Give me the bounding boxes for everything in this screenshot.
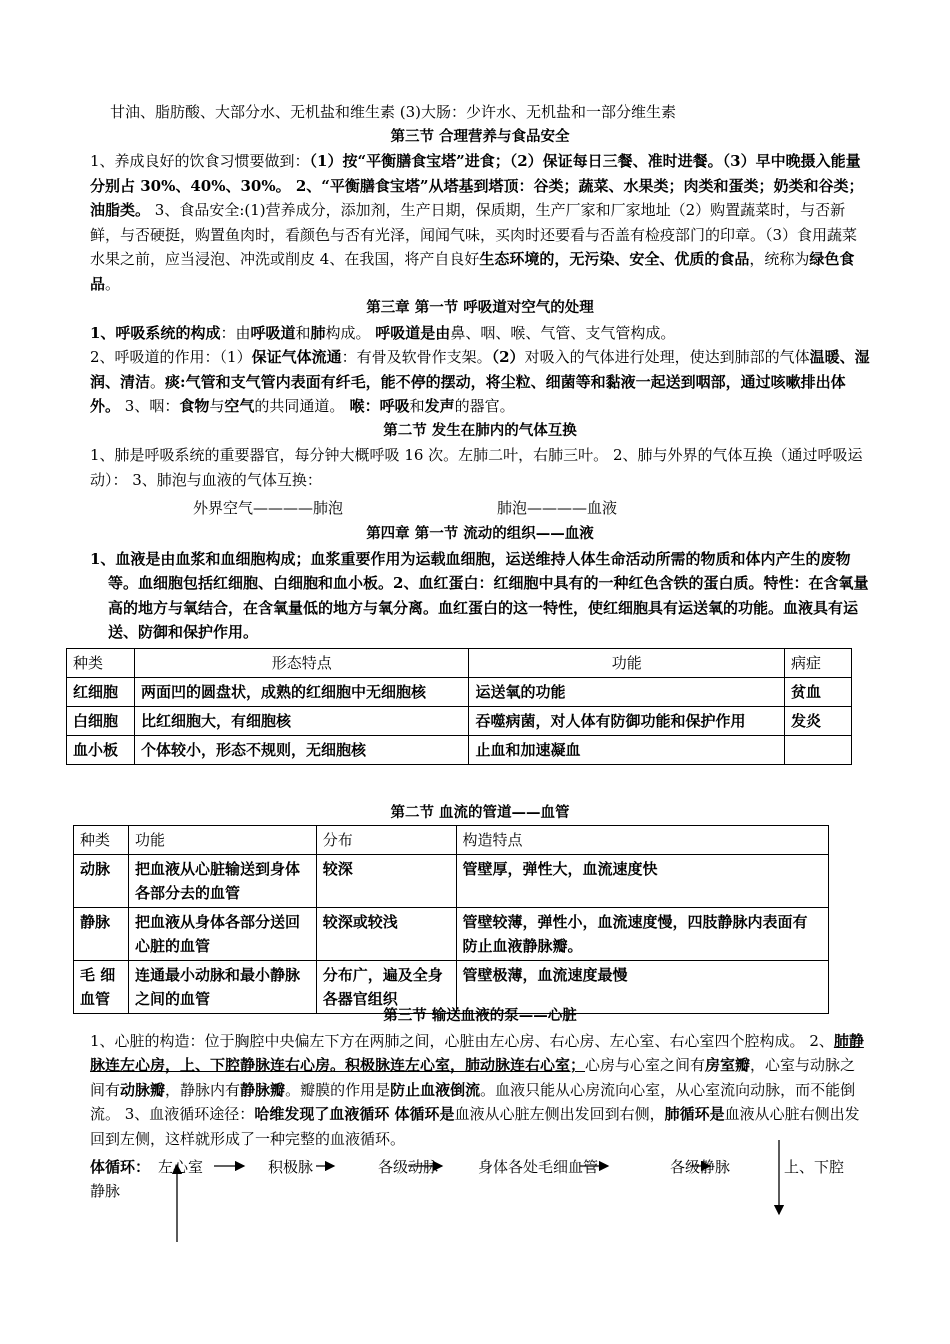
table-cell: 比红细胞大，有细胞核 [134, 707, 469, 736]
heading-chapter4-section2: 第二节 血流的管道——血管 [390, 805, 570, 821]
text: ：有骨及软骨作支架。 [341, 348, 492, 366]
text: （2） [491, 348, 525, 366]
table-header: 分布 [316, 826, 456, 855]
text: 防止血液倒流 [390, 1080, 481, 1099]
table-cell: 把血液从心脏输送到身体各部分去的血管 [128, 855, 316, 908]
text: 绿色食品 [90, 250, 855, 293]
text: ，静脉内有 [165, 1080, 241, 1099]
text: 的共同通道。 [254, 397, 345, 415]
text: 喉：呼吸 [344, 397, 410, 415]
table-cell: 管壁厚，弹性大，血流速度快 [456, 855, 828, 908]
cycle-node: 左心室 [158, 1158, 204, 1176]
text: 哈维发现了血液循环 体循环是 [254, 1105, 455, 1123]
text: 发声 [424, 397, 455, 415]
text: 肺循环是 [664, 1105, 725, 1123]
text: 呼吸道 [250, 323, 296, 342]
table-cell: 动脉 [74, 855, 129, 908]
heading-chapter4-section3: 第三节 输送血液的泵——心脏 [383, 1008, 577, 1024]
text: 空气 [224, 397, 255, 415]
table-cell: 白细胞 [67, 707, 135, 736]
text: 生态环境的，无污染、安全、优质的食品 [479, 250, 750, 268]
table-header: 形态特点 [134, 649, 469, 678]
text: 3、咽： [120, 397, 180, 415]
table-cell: 血小板 [67, 736, 135, 765]
text: 对吸入的气体进行处理，使达到肺部的气体 [524, 348, 810, 366]
table-cell: 发炎 [785, 707, 852, 736]
table-cell: 较深或较浅 [316, 908, 456, 961]
heading-chapter3-section2: 第二节 发生在肺内的气体互换 [383, 422, 577, 439]
text: 鼻、咽、喉、气管、支气管构成。 [450, 323, 676, 342]
text: 3、食品安全:(1)营养成分，添加剂，生产日期，保质期，生产厂家和厂家地址（2）购置蔬菜时，与否新鲜，与否硬挺，购置鱼肉时，看颜色与否有光泽，闻闻气味，买肉时还要看与否盖有检疫部门的印章。（3）食用蔬菜水果之前，应当浸泡、冲洗或削皮 4、在我国，将产自良好 [90, 201, 858, 268]
text: 2、“平衡膳食宝塔”从塔基到塔顶：谷类；蔬菜、水果类；肉类和蛋类；奶类和谷类；油脂类。 [90, 176, 864, 219]
text: 呼吸道是由 [375, 323, 451, 342]
table-cell: 两面凹的圆盘状，成熟的红细胞中无细胞核 [134, 678, 469, 707]
flow-air-alveoli: 外界空气————肺泡 [193, 499, 344, 517]
text: 的器官。 [454, 397, 515, 415]
table-cell: 止血和加速凝血 [469, 736, 785, 765]
text: 血液从心脏右侧出发回到左侧，这样就形成了一种完整的血液循环。 [90, 1105, 860, 1148]
text: 。血液只能从心房流向心室，从心室流向动脉，而不能倒流。 3、血液循环途径： [90, 1080, 856, 1123]
table-cell: 毛 细血管 [74, 961, 129, 1014]
text: 肺 [310, 323, 326, 342]
text: 1、养成良好的饮食习惯要做到： [90, 152, 310, 170]
heading-section3: 第三节 合理营养与食品安全 [390, 128, 570, 145]
cycle-node: 上、下腔 [784, 1158, 845, 1176]
text: 房室瓣 [705, 1056, 751, 1074]
text: 2、呼吸道的作用：（1） [90, 348, 252, 366]
text: 1、心脏的构造：位于胸腔中央偏左下方在两肺之间，心脏由左心房、右心房、左心室、右心室四个腔构成。 2、 [90, 1031, 834, 1050]
text: ，心室与动脉之间有 [90, 1056, 856, 1099]
text: 心房与心室之间有 [585, 1056, 706, 1074]
table-cell: 红细胞 [67, 678, 135, 707]
para-gas-exchange: 1、肺是呼吸系统的重要器官，每分钟大概呼吸 16 次。左肺二叶，右肺三叶。 2、肺与外界的气体互换（通过呼吸运动）： 3、肺泡与血液的气体互换： [90, 446, 863, 489]
text: 和 [409, 397, 425, 415]
text: 。 [150, 372, 166, 391]
text: 。 [105, 274, 121, 293]
table-cell: 管壁较薄，弹性小，血流速度慢，四肢静脉内表面有防止血液静脉瓣。 [456, 908, 828, 961]
text: 静脉瓣 [240, 1080, 286, 1099]
text: 和 [295, 323, 311, 342]
text: ，统称为 [749, 250, 810, 268]
table-cell: 静脉 [74, 908, 129, 961]
table-header: 功能 [128, 826, 316, 855]
cycle-node: 各级动脉 [378, 1158, 439, 1176]
cycle-node: 静脉 [90, 1182, 121, 1200]
table-cell: 贫血 [785, 678, 852, 707]
text: ：由 [220, 323, 251, 342]
table-cell: 运送氧的功能 [469, 678, 785, 707]
text: 肺静脉连左心房，上、下腔静脉连右心房。积极脉连左心室，肺动脉连右心室； [90, 1031, 864, 1074]
text: 温暖、湿润、清洁 [90, 348, 870, 391]
flow-alveoli-blood: 肺泡————血液 [497, 499, 618, 517]
cycle-label: 体循环： [90, 1158, 151, 1176]
table-cell: 连通最小动脉和最小静脉之间的血管 [128, 961, 316, 1014]
cycle-node: 各级静脉 [670, 1158, 731, 1176]
heading-chapter4: 第四章 第一节 流动的组织——血液 [366, 526, 594, 542]
text: 食物 [179, 397, 210, 415]
text: 血液从心脏左侧出发回到右侧， [454, 1105, 665, 1123]
table-cell: 个体较小，形态不规则，无细胞核 [134, 736, 469, 765]
text: 保证气体流通 [251, 348, 342, 366]
text: （1）按“平衡膳食宝塔”进食；（2）保证每日三餐、准时进餐。（3）早中晚摄入能量分别占 30%、40%、30%。 [90, 152, 861, 195]
text: 1、呼吸系统的构成 [90, 323, 221, 342]
text: 动脉瓣 [120, 1080, 166, 1099]
text: 构成。 [325, 323, 376, 342]
table-header: 种类 [74, 826, 129, 855]
table-cell: 分布广，遍及全身各器官组织 [316, 961, 456, 1014]
para-blood: 1、血液是由血浆和血细胞构成；血浆重要作用为运载血细胞，运送维持人体生命活动所需的物质和体内产生的废物等。血细胞包括红细胞、白细胞和血小板。2、血红蛋白：红细胞中具有的一种红色含铁的蛋白质。特性：在含氧量高的地方与氧结合，在含氧量低的地方与氧分离。血红蛋白的这一特性，使红细胞具有运送氧的功能。血液具有运送、防御和保护作用。 [90, 549, 869, 641]
table-header: 功能 [469, 649, 785, 678]
cycle-node: 积极脉 [268, 1158, 314, 1176]
text: 与 [209, 397, 225, 415]
text: 。瓣膜的作用是 [285, 1080, 391, 1099]
line-digestion: 甘油、脂肪酸、大部分水、无机盐和维生素 (3)大肠：少许水、无机盐和一部分维生素 [110, 103, 677, 121]
table-cell: 较深 [316, 855, 456, 908]
heading-chapter3: 第三章 第一节 呼吸道对空气的处理 [366, 300, 594, 316]
table-header: 病症 [785, 649, 852, 678]
text: 痰:气管和支气管内表面有纤毛，能不停的摆动，将尘粒、细菌等和黏液一起送到咽部，通过咳嗽排出体外。 [90, 372, 846, 415]
table-header: 构造特点 [456, 826, 828, 855]
table-cell: 吞噬病菌，对人体有防御功能和保护作用 [469, 707, 785, 736]
table-cell: 管壁极薄，血流速度最慢 [456, 961, 828, 1014]
table-header: 种类 [67, 649, 135, 678]
cycle-node: 身体各处毛细血管 [478, 1158, 599, 1176]
table-cell: 把血液从身体各部分送回心脏的血管 [128, 908, 316, 961]
